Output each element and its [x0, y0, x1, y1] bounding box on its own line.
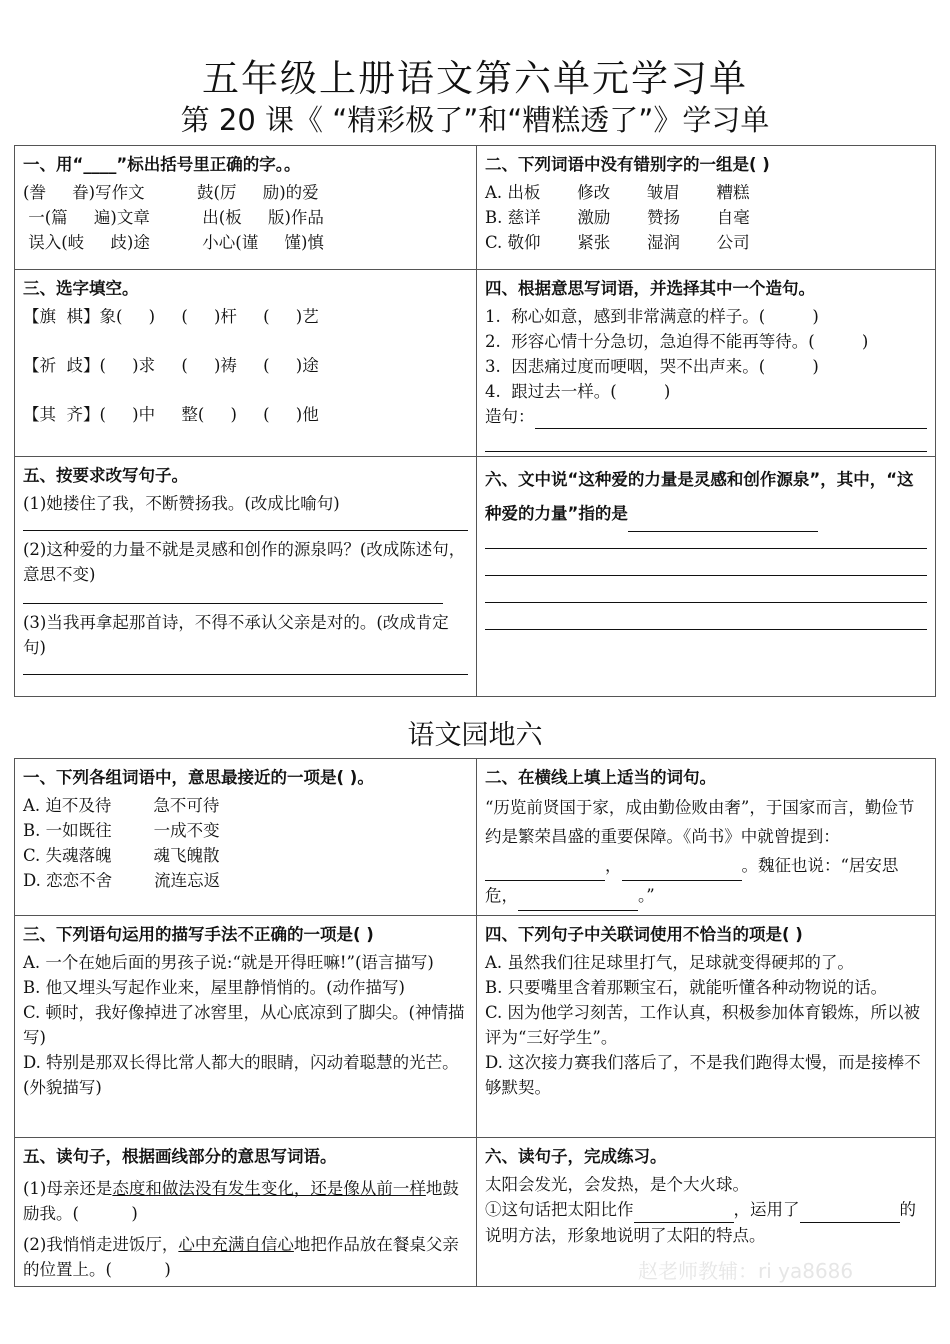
- option-row: 3. 因悲痛过度而哽咽，哭不出声来。( ): [485, 357, 819, 376]
- option-row: A. 虽然我们往足球里打气，足球就变得硬邦的了。: [485, 953, 854, 972]
- option-row: A. 迫不及待 急不可待: [23, 796, 220, 815]
- option-row: (誊 眷)写作文 鼓(厉 励)的爱: [23, 183, 319, 202]
- question-item: (3)当我再拿起那首诗，不得不承认父亲是对的。(改成肯定句): [23, 613, 449, 657]
- option-row: 一(篇 遍)文章 出(板 版)作品: [23, 208, 324, 227]
- answer-line[interactable]: [23, 660, 468, 675]
- garden-question-5-cell: [15, 1138, 477, 1287]
- sentence-item: 太阳会发光，会发热，是个大火球。: [485, 1175, 749, 1194]
- option-row: D. 这次接力赛我们落后了，不是我们跑得太慢，而是接棒不够默契。: [485, 1053, 921, 1097]
- question-title: 四、下列句子中关联词使用不恰当的项是( ): [485, 925, 803, 944]
- answer-blank[interactable]: [485, 851, 605, 881]
- fill-in-sentence: ①这句话把太阳比作 ，运用了 的说明方法，形象地说明了太阳的特点。: [485, 1197, 927, 1248]
- option-row: 4. 跟过去一样。( ): [485, 382, 671, 401]
- option-row: C. 敬仰 紧张 湿润 公司: [485, 233, 750, 252]
- underlined-phrase: 态度和做法没有发生变化，还是像从前一样: [112, 1179, 426, 1198]
- question-title: 五、读句子，根据画线部分的意思写词语。: [23, 1147, 337, 1166]
- sentence-label: 造句：: [485, 407, 535, 426]
- question-item: (2)这种爱的力量不就是灵感和创作的源泉吗？(改成陈述句，意思不变): [23, 540, 466, 584]
- answer-line[interactable]: [23, 516, 468, 531]
- answer-line[interactable]: [485, 549, 927, 576]
- option-row: 2. 形容心情十分急切，急迫得不能再等待。( ): [485, 332, 869, 351]
- answer-blank[interactable]: [800, 1197, 900, 1223]
- option-row: 【其 齐】( )中 整( ) ( )他: [23, 405, 319, 424]
- answer-blank[interactable]: [634, 1197, 734, 1223]
- question-2-cell: [477, 146, 936, 270]
- question-title: 三、下列语句运用的描写手法不正确的一项是( ): [23, 925, 374, 944]
- question-title: 三、选字填空。: [23, 279, 139, 298]
- answer-blank[interactable]: [622, 851, 742, 881]
- option-row: A. 出板 修改 皱眉 糟糕: [485, 183, 750, 202]
- watermark-text: 赵老师教辅：ri ya8686: [638, 1259, 854, 1283]
- question-title: 二、在横线上填上适当的词句。: [485, 768, 716, 787]
- option-row: C. 顿时，我好像掉进了冰窖里，从心底凉到了脚尖。(神情描写): [23, 1003, 465, 1047]
- garden-question-4-cell: [477, 916, 936, 1138]
- answer-line[interactable]: [535, 410, 928, 429]
- question-title: 一、下列各组词语中，意思最接近的一项是( )。: [23, 768, 374, 787]
- option-row: 1. 称心如意，感到非常满意的样子。( ): [485, 307, 819, 326]
- question-6-cell: [477, 457, 936, 697]
- question-5-cell: [15, 457, 477, 697]
- question-title: 二、下列词语中没有错别字的一组是( ): [485, 155, 770, 174]
- sentence-item: (2)我悄悄走进饭厅，心中充满自信心地把作品放在餐桌父亲的位置上。( ): [23, 1235, 459, 1279]
- garden-question-1-cell: [15, 759, 477, 916]
- answer-line[interactable]: [485, 429, 927, 452]
- lesson-worksheet-table: [14, 145, 936, 697]
- option-row: B. 慈详 激励 赞扬 自毫: [485, 208, 750, 227]
- question-title: 六、读句子，完成练习。: [485, 1147, 667, 1166]
- question-item: (1)她搂住了我，不断赞扬我。(改成比喻句): [23, 494, 340, 513]
- answer-line[interactable]: [485, 603, 927, 630]
- option-row: B. 一如既往 一成不变: [23, 821, 220, 840]
- fill-in-paragraph: “历览前贤国于家，成由勤俭败由奢”，于国家而言，勤俭节约是繁荣昌盛的重要保障。《尚书》中就曾提到： ， 。魏征也说：“居安思危， 。”: [485, 793, 927, 911]
- answer-line[interactable]: [485, 534, 927, 549]
- option-row: 误入(岐 歧)途 小心(谨 馑)慎: [23, 233, 324, 252]
- section-title: 语文园地六: [407, 720, 543, 751]
- answer-line[interactable]: [485, 576, 927, 603]
- sentence-item: (1)母亲还是态度和做法没有发生变化，还是像从前一样地鼓励我。( ): [23, 1179, 459, 1223]
- garden-question-2-cell: [477, 759, 936, 916]
- question-title: 一、用“____”标出括号里正确的字。。: [23, 155, 301, 174]
- answer-line[interactable]: [23, 587, 443, 604]
- garden-worksheet-table: [14, 758, 936, 1287]
- option-row: A. 一个在她后面的男孩子说:“就是开得旺嘛!”(语言描写): [23, 953, 434, 972]
- question-4-cell: [477, 270, 936, 457]
- option-row: B. 他又埋头写起作业来，屋里静悄悄的。(动作描写): [23, 978, 405, 997]
- option-row: D. 恋恋不舍 流连忘返: [23, 871, 221, 890]
- question-3-cell: [15, 270, 477, 457]
- option-row: C. 因为他学习刻苦，工作认真，积极参加体育锻炼，所以被评为“三好学生”。: [485, 1003, 921, 1047]
- option-row: 【旗 棋】象( ) ( )杆 ( )艺: [23, 307, 319, 326]
- question-title: 五、按要求改写句子。: [23, 466, 188, 485]
- option-row: D. 特别是那双长得比常人都大的眼睛，闪动着聪慧的光芒。(外貌描写): [23, 1053, 459, 1097]
- answer-blank[interactable]: [518, 881, 638, 911]
- option-row: C. 失魂落魄 魂飞魄散: [23, 846, 220, 865]
- question-title: 四、根据意思写词语，并选择其中一个造句。: [485, 279, 815, 298]
- question-title: 六、文中说“这种爱的力量是灵感和创作源泉”，其中，“这种爱的力量”指的是: [485, 463, 927, 532]
- question-1-cell: [15, 146, 477, 270]
- option-row: B. 只要嘴里含着那颗宝石，就能听懂各种动物说的话。: [485, 978, 888, 997]
- page-title: 五年级上册语文第六单元学习单: [202, 57, 748, 100]
- underlined-phrase: 心中充满自信心: [178, 1235, 294, 1254]
- option-row: 【祈 歧】( )求 ( )祷 ( )途: [23, 356, 319, 375]
- garden-question-3-cell: [15, 916, 477, 1138]
- answer-blank[interactable]: [628, 497, 818, 532]
- lesson-title: 第 20 课《 “精彩极了”和“糟糕透了”》学习单: [180, 103, 770, 137]
